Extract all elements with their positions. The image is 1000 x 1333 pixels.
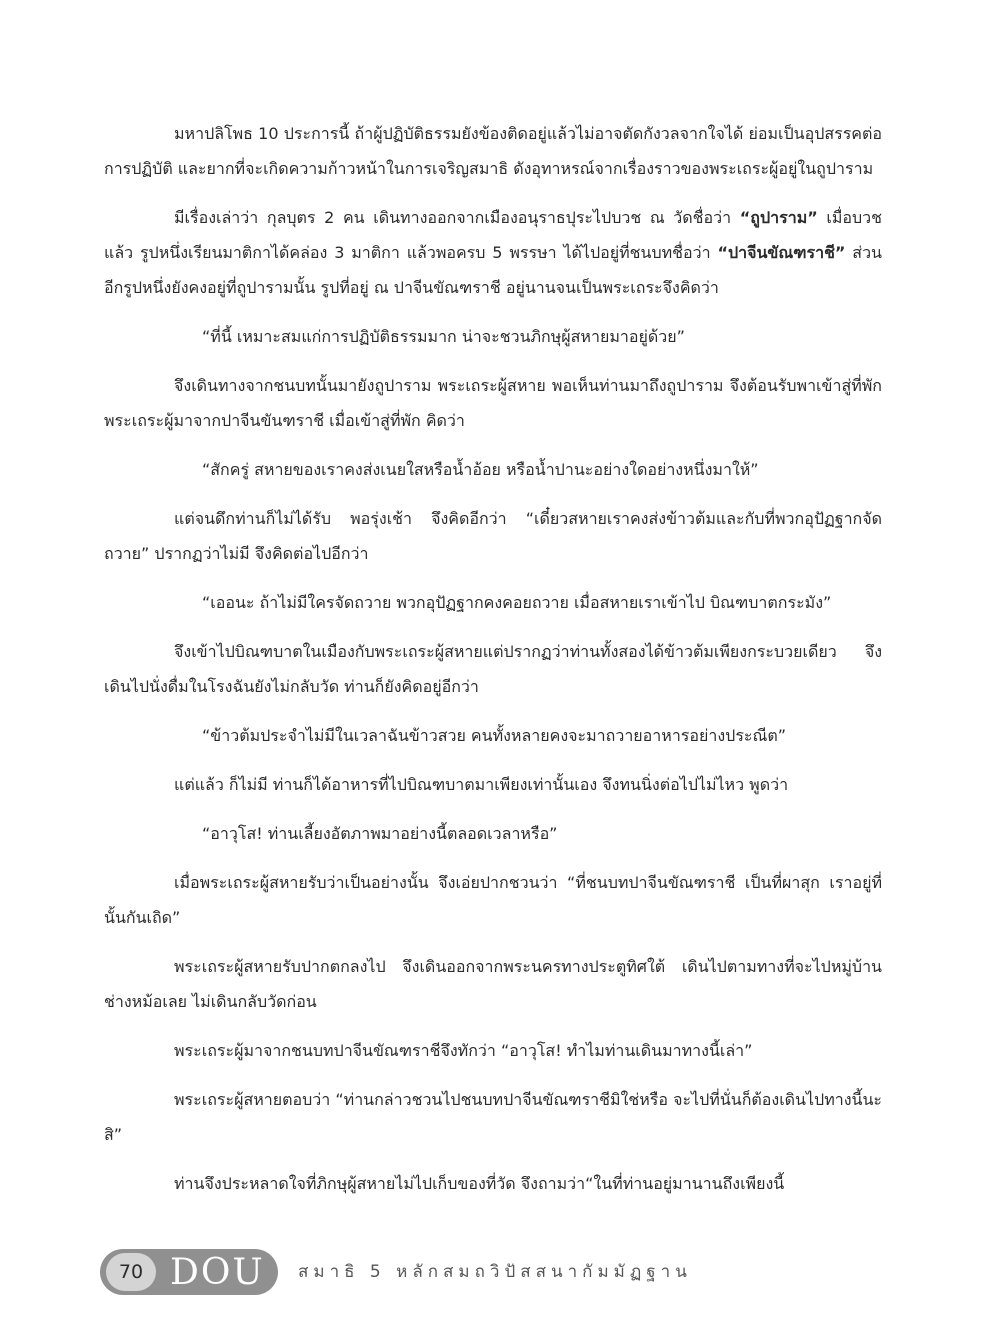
text-run: พระเถระผู้มาจากชนบทปาจีนขัณฑราชีจึงทักว่า “อาวุโส! ทำไมท่านเดินมาทางนี้เล่า” bbox=[174, 1041, 753, 1060]
paragraph bbox=[104, 501, 882, 571]
page-number: 70 bbox=[106, 1253, 156, 1291]
body-text bbox=[104, 116, 882, 1215]
text-run: มหาปลิโพธ 10 ประการนี้ ถ้าผู้ปฏิบัติธรรมยังข้องติดอยู่แล้วไม่อาจตัดกังวลจากใจได้ ย่อมเป็นอุปสรรคต่อการปฏิบัติ และยากที่จะเกิดความก้าวหน้าในการเจริญสมาธิ ดังอุทาหรณ์จากเรื่องราวของพระเถระผู้อยู่ในถูปาราม bbox=[104, 124, 882, 178]
bold-term: “ปาจีนขัณฑราชี” bbox=[717, 243, 846, 262]
page-footer bbox=[100, 1243, 900, 1303]
footer-badge bbox=[100, 1249, 278, 1295]
text-run: พระเถระผู้สหายรับปากตกลงไป จึงเดินออกจากพระนครทางประตูทิศใต้ เดินไปตามทางที่จะไปหมู่บ้านช่างหม้อเลย ไม่เดินกลับวัดก่อน bbox=[104, 957, 882, 1011]
quote-paragraph bbox=[104, 585, 882, 620]
paragraph bbox=[104, 1082, 882, 1152]
course-title: สมาธิ 5 หลักสมถวิปัสสนากัมมัฏฐาน bbox=[298, 1262, 692, 1282]
text-run: มีเรื่องเล่าว่า กุลบุตร 2 คน เดินทางออกจากเมืองอนุราธปุระไปบวช ณ วัดชื่อว่า bbox=[174, 208, 740, 227]
paragraph bbox=[104, 949, 882, 1019]
paragraph bbox=[104, 1033, 882, 1068]
bold-term: “ถูปาราม” bbox=[739, 208, 818, 227]
text-run: “เออนะ ถ้าไม่มีใครจัดถวาย พวกอุปัฏฐากคงคอยถวาย เมื่อสหายเราเข้าไป บิณฑบาตกระมัง” bbox=[202, 593, 832, 612]
text-run: เมื่อบวชแล้ว รูปหนึ่งเรียนมาติกาได้คล่อง 3 มาติกา แล้วพอครบ 5 พรรษา ได้ไปอยู่ที่ชนบทชื่อว่า bbox=[104, 208, 883, 262]
text-run: “สักครู่ สหายของเราคงส่งเนยใสหรือน้ำอ้อย หรือน้ำปานะอย่างใดอย่างหนึ่งมาให้” bbox=[202, 460, 759, 479]
text-run: ส่วนอีกรูปหนึ่งยังคงอยู่ที่ถูปารามนั้น รูปที่อยู่ ณ ปาจีนขัณฑราชี อยู่นานจนเป็นพระเถระจึงคิดว่า bbox=[104, 243, 882, 297]
paragraph bbox=[104, 116, 882, 186]
paragraph bbox=[104, 1166, 882, 1201]
paragraph bbox=[104, 200, 882, 305]
paragraph bbox=[104, 865, 882, 935]
text-run: “ข้าวต้มประจำไม่มีในเวลาฉันข้าวสวย คนทั้งหลายคงจะมาถวายอาหารอย่างประณีต” bbox=[202, 726, 787, 745]
text-run: “อาวุโส! ท่านเลี้ยงอัตภาพมาอย่างนี้ตลอดเวลาหรือ” bbox=[202, 824, 558, 843]
dou-logo: DOU bbox=[170, 1252, 265, 1293]
text-run: “ที่นี้ เหมาะสมแก่การปฏิบัติธรรมมาก น่าจะชวนภิกษุผู้สหายมาอยู่ด้วย” bbox=[202, 327, 685, 346]
paragraph bbox=[104, 634, 882, 704]
quote-paragraph bbox=[104, 319, 882, 354]
text-run: จึงเดินทางจากชนบทนั้นมายังถูปาราม พระเถระผู้สหาย พอเห็นท่านมาถึงถูปาราม จึงต้อนรับพาเข้าสู่ที่พัก พระเถระผู้มาจากปาจีนขันฑราชี เมื่อเข้าสู่ที่พัก คิดว่า bbox=[104, 376, 882, 430]
text-run: ท่านจึงประหลาดใจที่ภิกษุผู้สหายไม่ไปเก็บของที่วัด จึงถามว่า“ในที่ท่านอยู่มานานถึงเพียงนี้ bbox=[174, 1174, 785, 1193]
text-run: พระเถระผู้สหายตอบว่า “ท่านกล่าวชวนไปชนบทปาจีนขัณฑราชีมิใช่หรือ จะไปที่นั่นก็ต้องเดินไปทางนี้นะสิ” bbox=[104, 1090, 882, 1144]
paragraph bbox=[104, 368, 882, 438]
quote-paragraph bbox=[104, 452, 882, 487]
text-run: จึงเข้าไปบิณฑบาตในเมืองกับพระเถระผู้สหายแต่ปรากฏว่าท่านทั้งสองได้ข้าวต้มเพียงกระบวยเดียว จึงเดินไปนั่งดื่มในโรงฉันยังไม่กลับวัด ท่านก็ยังคิดอยู่อีกว่า bbox=[104, 642, 882, 696]
text-run: เมื่อพระเถระผู้สหายรับว่าเป็นอย่างนั้น จึงเอ่ยปากชวนว่า “ที่ชนบทปาจีนขัณฑราชี เป็นที่ผาสุก เราอยู่ที่นั้นกันเถิด” bbox=[104, 873, 882, 927]
text-run: แต่แล้ว ก็ไม่มี ท่านก็ได้อาหารที่ไปบิณฑบาตมาเพียงเท่านั้นเอง จึงทนนิ่งต่อไปไม่ไหว พูดว่า bbox=[174, 775, 789, 794]
quote-paragraph bbox=[104, 816, 882, 851]
paragraph bbox=[104, 767, 882, 802]
quote-paragraph bbox=[104, 718, 882, 753]
text-run: แต่จนดึกท่านก็ไม่ได้รับ พอรุ่งเช้า จึงคิดอีกว่า “เดี๋ยวสหายเราคงส่งข้าวต้มและกับที่พวกอุปัฏฐากจัดถวาย” ปรากฏว่าไม่มี จึงคิดต่อไปอีกว่า bbox=[104, 509, 882, 563]
